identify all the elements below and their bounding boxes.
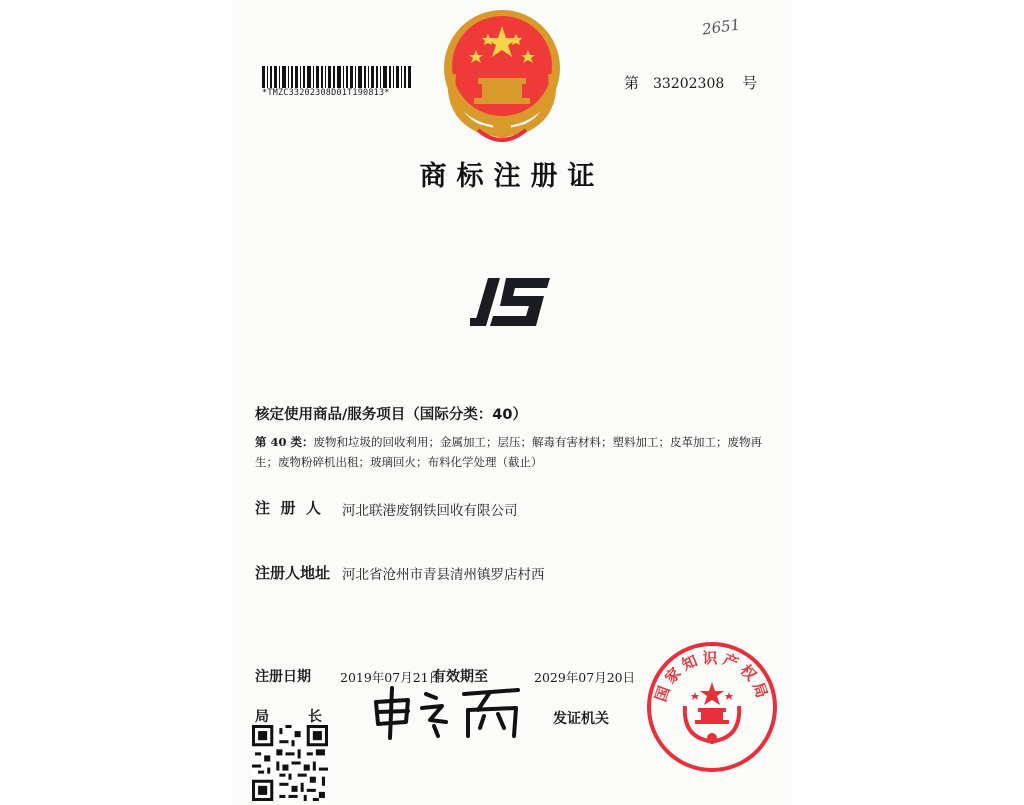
goods-line-2: 生；废物粉碎机出租；玻璃回火；布料化学处理（截止） xyxy=(255,455,543,469)
goods-line-1 xyxy=(255,432,775,452)
valid-until-label: 有效期至 xyxy=(432,669,488,685)
barcode-image xyxy=(262,66,412,88)
goods-list xyxy=(255,432,775,472)
cert-number-suffix: 号 xyxy=(742,74,758,92)
barcode-text: *TMZC33202308D01T190813* xyxy=(262,88,390,98)
svg-text:国家知识产权局: 国家知识产权局 xyxy=(651,649,773,704)
official-seal-stamp xyxy=(645,640,779,774)
address-value: 河北省沧州市青县清州镇罗店村西 xyxy=(342,567,545,583)
cert-number-value: 33202308 xyxy=(653,76,725,92)
goods-items-line1: 废物和垃圾的回收利用；金属加工；层压；解毒有害材料；塑料加工；皮革加工；废物再 xyxy=(313,435,763,449)
registration-date-value: 2019年07月21日 xyxy=(340,670,442,685)
handwritten-note: 2651 xyxy=(700,15,742,39)
goods-heading: 核定使用商品/服务项目（国际分类：40） xyxy=(255,407,527,423)
certificate-number xyxy=(624,72,757,93)
class-label: 第 40 类： xyxy=(255,435,314,449)
national-emblem-icon xyxy=(438,4,566,150)
trademark-logo-icon xyxy=(470,278,550,326)
valid-until-value: 2029年07月20日 xyxy=(534,670,636,685)
registrant-value: 河北联港废钢铁回收有限公司 xyxy=(342,503,518,519)
qr-code-image xyxy=(252,725,328,801)
registrant-label: 注 册 人 xyxy=(255,499,321,517)
registration-date-label: 注册日期 xyxy=(255,669,311,685)
cert-number-prefix: 第 xyxy=(624,74,640,92)
issuer-label: 发证机关 xyxy=(553,711,609,727)
director-label: 局 长 xyxy=(255,709,322,725)
page-title: 商标注册证 xyxy=(419,161,605,192)
director-signature xyxy=(368,680,528,740)
address-label: 注册人地址 xyxy=(255,564,331,582)
